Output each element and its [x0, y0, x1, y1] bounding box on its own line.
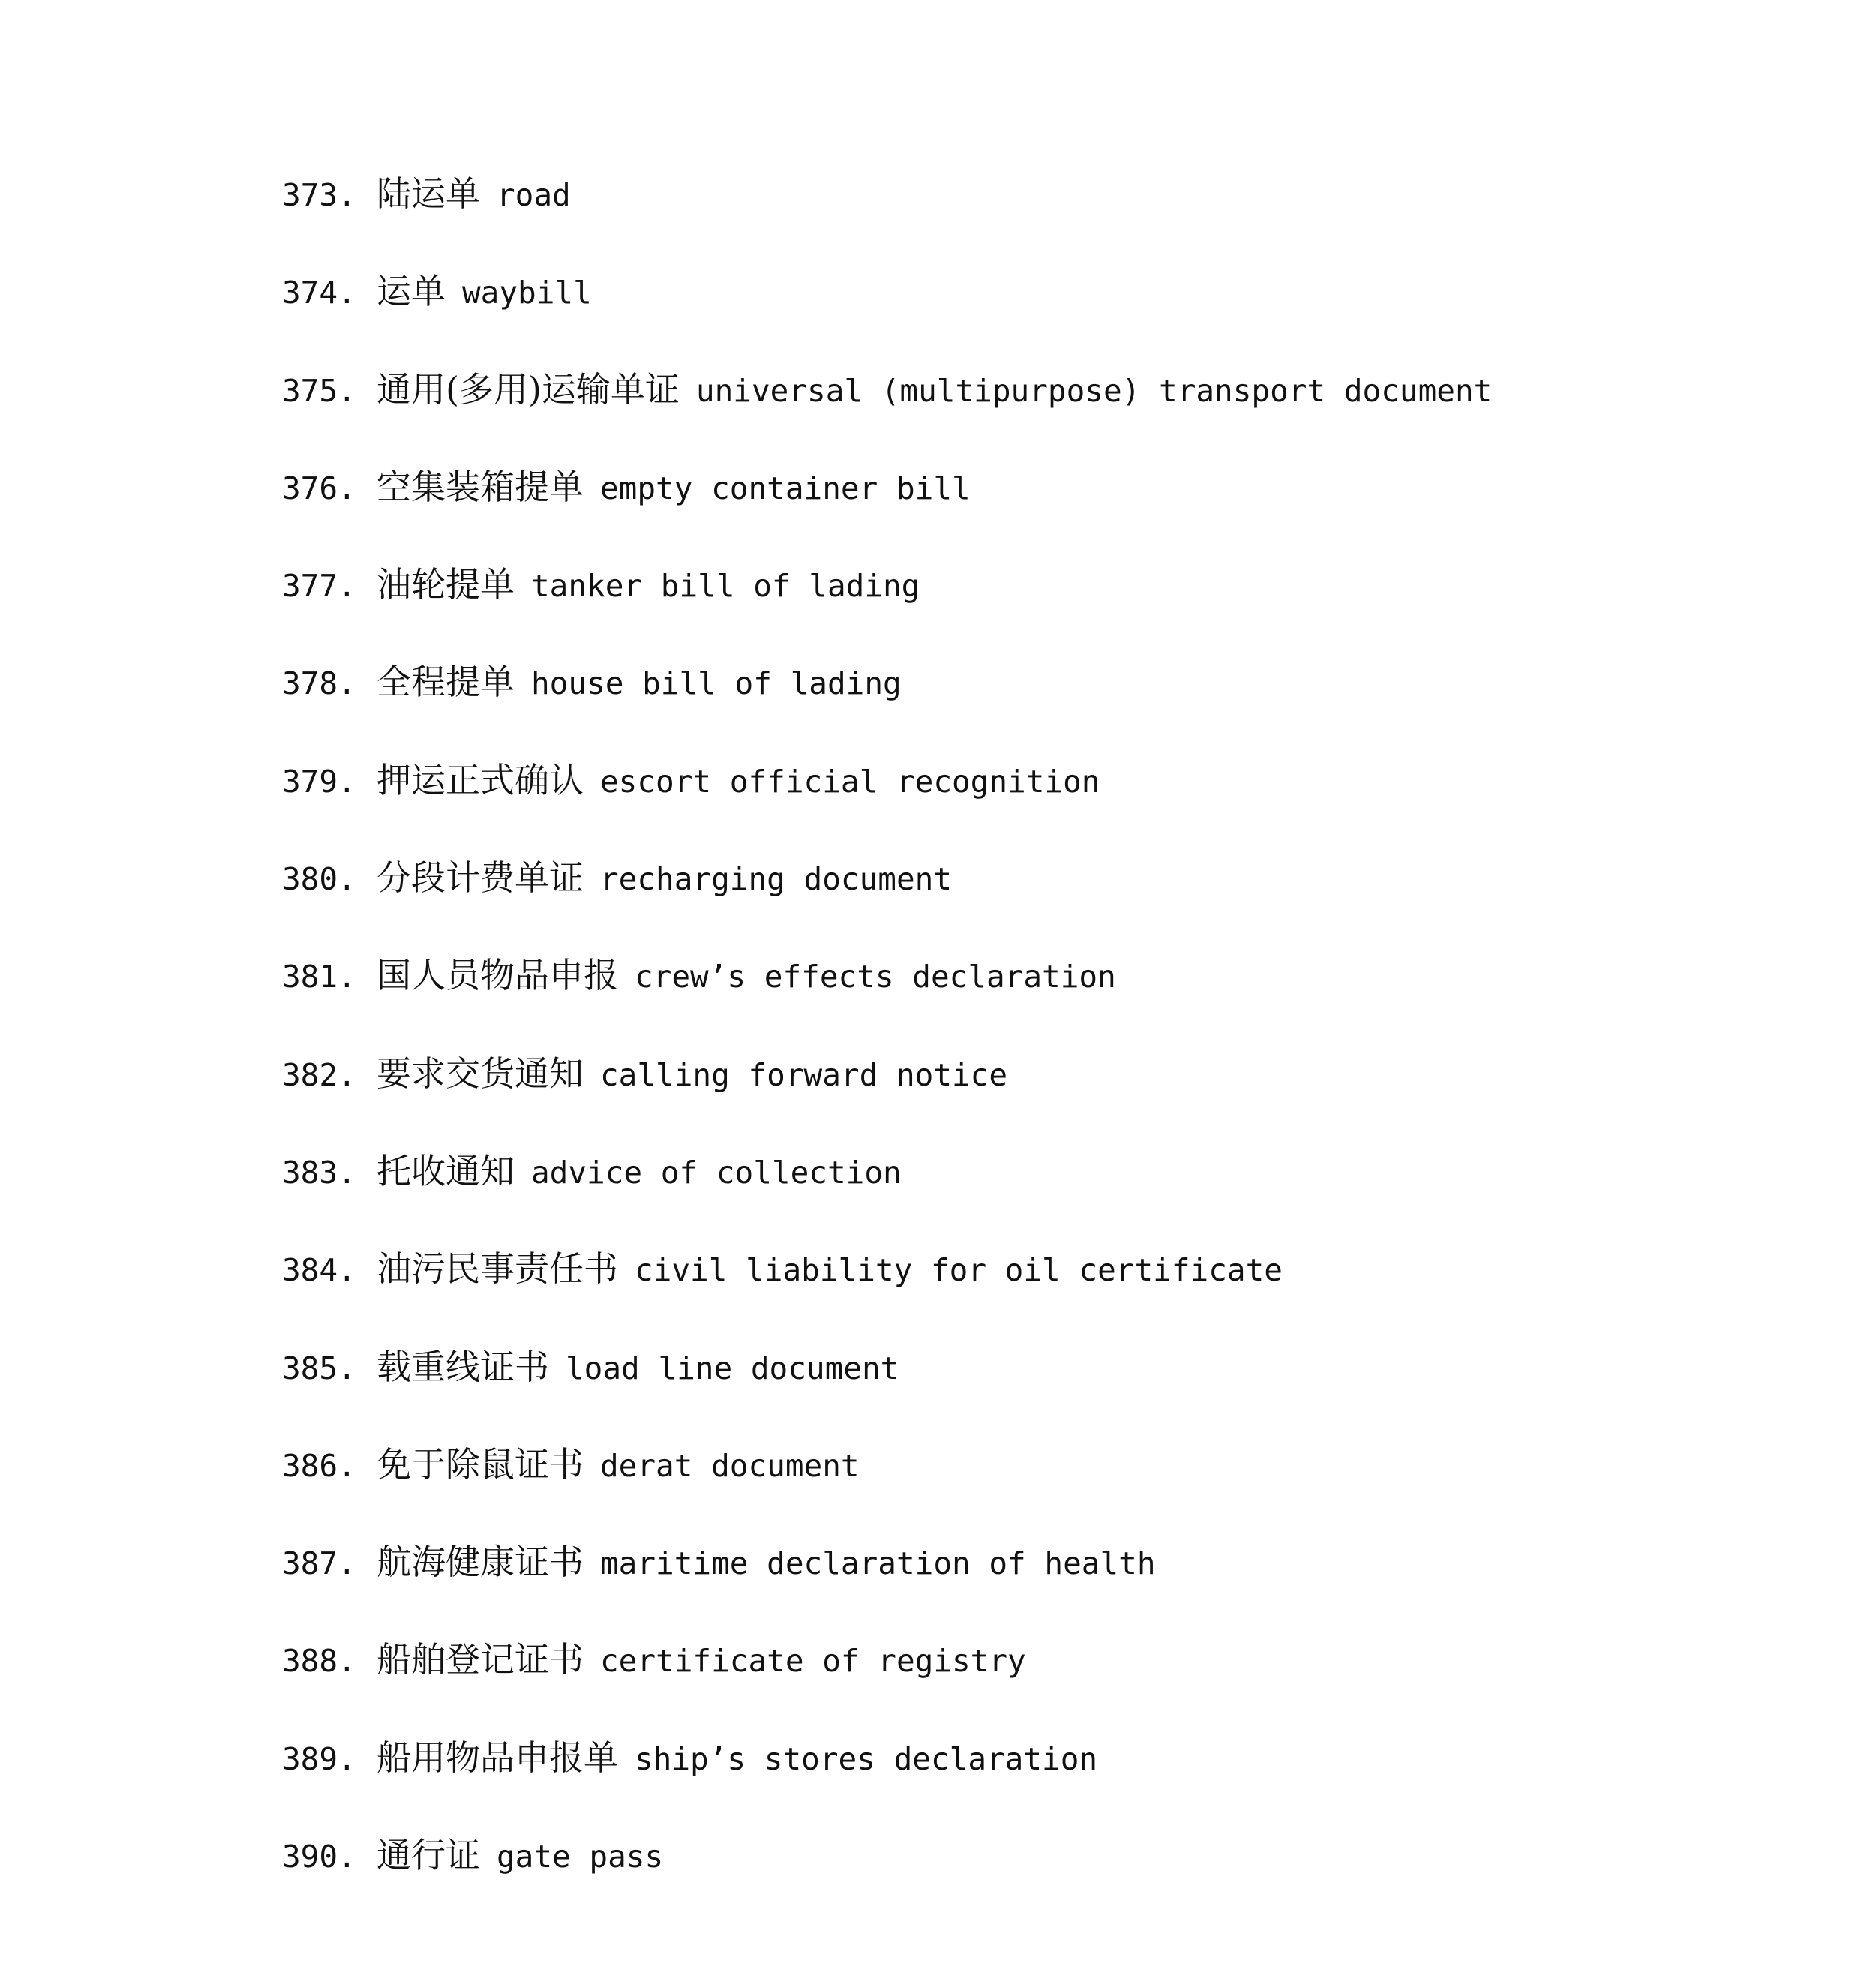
glossary-entry [282, 1735, 1492, 1833]
glossary-entry [282, 659, 1492, 757]
entry-chinese-term: 国人员物品申报 [377, 955, 618, 996]
entry-english-term: certificate of registry [600, 1643, 1026, 1680]
entry-chinese-term: 要求交货通知 [377, 1053, 584, 1094]
entry-english-term: tanker bill of lading [531, 568, 920, 605]
entry-number: 389. [282, 1740, 356, 1777]
entry-english-term: recharging document [600, 861, 952, 898]
entry-english-term: empty container bill [600, 470, 971, 506]
entry-english-term: escort official recognition [600, 763, 1100, 800]
entry-english-term: load line document [566, 1350, 899, 1386]
glossary-entry [282, 758, 1492, 855]
entry-number: 388. [282, 1643, 356, 1680]
glossary-entry [282, 1833, 1492, 1930]
entry-chinese-term: 押运正式确认 [377, 759, 584, 800]
entry-chinese-term: 油污民事责任书 [377, 1248, 618, 1290]
entry-chinese-term: 油轮提单 [377, 564, 515, 605]
entry-chinese-term: 托收通知 [377, 1150, 515, 1191]
entry-english-term: universal (multipurpose) transport document [695, 372, 1493, 409]
glossary-entry [282, 1051, 1492, 1149]
entry-english-term: advice of collection [531, 1154, 902, 1191]
entry-english-term: house bill of lading [531, 665, 902, 702]
entry-number: 382. [282, 1056, 356, 1093]
entry-number: 381. [282, 959, 356, 996]
entry-number: 386. [282, 1447, 356, 1484]
entry-english-term: derat document [600, 1447, 860, 1484]
glossary-entry [282, 1442, 1492, 1539]
glossary-entry [282, 953, 1492, 1050]
entry-number: 378. [282, 665, 356, 702]
glossary-entry [282, 855, 1492, 953]
entry-english-term: maritime declaration of health [600, 1545, 1156, 1582]
entry-chinese-term: 船舶登记证书 [377, 1639, 584, 1680]
entry-number: 380. [282, 861, 356, 898]
entry-chinese-term: 空集装箱提单 [377, 466, 584, 507]
entry-number: 374. [282, 275, 356, 311]
entry-chinese-term: 运单 [377, 271, 446, 312]
entry-chinese-term: 航海健康证书 [377, 1542, 584, 1583]
entry-english-term: waybill [462, 275, 592, 311]
glossary-entry [282, 171, 1492, 269]
entry-number: 376. [282, 470, 356, 506]
glossary-entry [282, 1539, 1492, 1637]
entry-chinese-term: 免于除鼠证书 [377, 1443, 584, 1485]
entry-english-term: calling forward notice [600, 1056, 1008, 1093]
entry-english-term: ship’s stores declaration [635, 1740, 1098, 1777]
entry-number: 385. [282, 1350, 356, 1386]
glossary-entry [282, 1149, 1492, 1246]
entry-number: 383. [282, 1154, 356, 1191]
entry-chinese-term: 全程提单 [377, 662, 515, 703]
glossary-entry [282, 1246, 1492, 1344]
entry-number: 387. [282, 1545, 356, 1582]
entry-english-term: gate pass [497, 1839, 664, 1875]
entry-english-term: crew’s effects declaration [635, 959, 1116, 996]
entry-number: 379. [282, 763, 356, 800]
glossary-entry [282, 269, 1492, 366]
glossary-list [282, 171, 1492, 1930]
glossary-entry [282, 367, 1492, 464]
entry-number: 377. [282, 568, 356, 605]
entry-chinese-term: 通用(多用)运输单证 [377, 368, 680, 410]
entry-number: 375. [282, 372, 356, 409]
glossary-entry [282, 1344, 1492, 1442]
entry-chinese-term: 分段计费单证 [377, 857, 584, 899]
glossary-entry [282, 562, 1492, 659]
entry-english-term: road [497, 177, 571, 213]
entry-chinese-term: 载重线证书 [377, 1346, 549, 1387]
entry-chinese-term: 船用物品申报单 [377, 1737, 618, 1778]
entry-chinese-term: 通行证 [377, 1835, 480, 1876]
entry-number: 384. [282, 1252, 356, 1289]
entry-english-term: civil liability for oil certificate [635, 1252, 1283, 1289]
entry-chinese-term: 陆运单 [377, 173, 480, 214]
glossary-entry [282, 464, 1492, 562]
glossary-entry [282, 1637, 1492, 1734]
entry-number: 390. [282, 1839, 356, 1875]
entry-number: 373. [282, 177, 356, 213]
